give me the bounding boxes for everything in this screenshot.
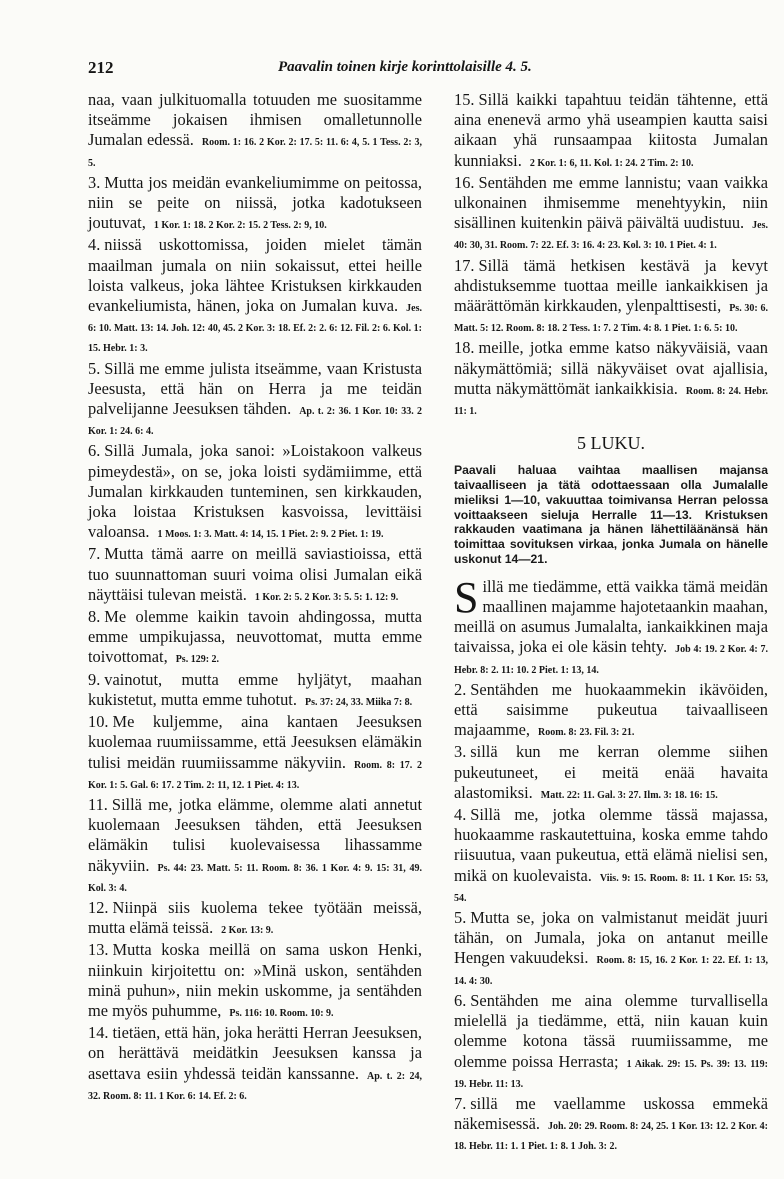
verse-text: Sillä Jumala, joka sanoi: »Loistakoon valkeus pimeydestä», on se, joka loisti sydämiimme, että Jumalan kirkkauden tunteminen, sen kirkkauden, joka loistaa Kristuksen kasvoissa, levittäisi valoansa. bbox=[88, 441, 422, 542]
verse-number: 11. bbox=[88, 794, 108, 814]
verse bbox=[88, 670, 422, 710]
cross-references: 1 Kor. 2: 5. 2 Kor. 3: 5. 5: 1. 12: 9. bbox=[254, 591, 399, 603]
verse bbox=[454, 908, 768, 989]
verse-number: 18. bbox=[454, 338, 475, 358]
verse-text: Mutta se, joka on valmistanut meidät juuri tähän, on Jumala, joka on antanut meille Hengen vakuudeksi. bbox=[454, 908, 768, 968]
left-column bbox=[88, 90, 422, 1106]
verse bbox=[88, 795, 422, 896]
verse-text: Sillä me emme julista itseämme, vaan Kristusta Jeesusta, että hän on Herra ja me teidän palvelijanne Jeesuksen tähden. bbox=[88, 358, 422, 419]
cross-references: Joh. 20: 29. Room. 8: 24, 25. 1 Kor. 13: 12. 2 Kor. 4: 18. Hebr. 11: 1. 1 Piet. 1: 8. 1 Joh. 3: 2. bbox=[454, 1121, 768, 1153]
verse bbox=[88, 1023, 422, 1104]
cross-references: Ps. 44: 23. Matt. 5: 11. Room. 8: 36. 1 Kor. 4: 9. 15: 31, 49. Kol. 3: 4. bbox=[88, 862, 422, 894]
verse-number: 9. bbox=[88, 669, 101, 689]
chapter-summary: Paavali haluaa vaihtaa maallisen majansa taivaalliseen ja tätä odottaessaan olla Jumalalle mieliksi 1—10, vakuuttaa toimivansa Herran pelossa voittaakseen sieluja Herralle 11—13. Kristuksen rakkauden vaatimana ja hänen lähettiläänänsä hän toimittaa sovituksen virkaa, jonka Jumala on hänelle uskonut 14—21. bbox=[454, 463, 768, 567]
verse bbox=[454, 173, 768, 254]
cross-references: 2 Kor. 1: 6, 11. Kol. 1: 24. 2 Tim. 2: 10. bbox=[529, 157, 694, 169]
verse-text: vainotut, mutta emme hyljätyt, maahan kukistetut, mutta emme tuhotut. bbox=[88, 669, 422, 709]
cross-references: Ps. 37: 24, 33. Miika 7: 8. bbox=[304, 696, 413, 708]
verse-number: 13. bbox=[88, 940, 109, 960]
verse-text: Mutta tämä aarre on meillä saviastioissa, että tuo suunnattoman suuri voima olisi Jumalan eikä näyttäisi tulevan meistä. bbox=[88, 544, 422, 604]
verse-text: Sillä me, jotka elämme, olemme alati annetut kuolemaan Jeesuksen tähden, että Jeesuksen elämäkin tulisi kuolevaisessa lihassamme näkyviin. bbox=[88, 794, 422, 875]
cross-references: Room. 8: 23. Fil. 3: 21. bbox=[538, 727, 635, 739]
cross-references: Ap. t. 2: 24, 32. Room. 8: 11. 1 Kor. 6: 14. Ef. 2: 6. bbox=[88, 1070, 422, 1102]
verse-text: Sentähden me huokaammekin ikävöiden, että saisimme pukeutua taivaalliseen majaamme, bbox=[454, 679, 768, 740]
page-number: 212 bbox=[88, 58, 114, 77]
verse-text: Me kuljemme, aina kantaen Jeesuksen kuolemaa ruumiissamme, että Jeesuksen elämäkin tulisi meidän ruumiissamme näkyviin. bbox=[88, 712, 422, 772]
verse-number: 7. bbox=[454, 1093, 467, 1113]
verse-number: 10. bbox=[88, 712, 109, 732]
cross-references: 1 Aikak. 29: 15. Ps. 39: 13. 119: 19. Hebr. 11: 13. bbox=[454, 1058, 768, 1090]
verse bbox=[88, 607, 422, 668]
verse-number: 4. bbox=[88, 235, 101, 255]
verse-text: Me olemme kaikin tavoin ahdingossa, mutta emme umpikujassa, neuvottomat, mutta emme toivottomat, bbox=[88, 607, 422, 667]
verse-text: Mutta jos meidän evankeliumimme on peitossa, niin se peite on niissä, jotka kadotukseen joutuvat, bbox=[88, 172, 422, 233]
verse-number: 2. bbox=[454, 679, 467, 699]
cross-references: Viis. 9: 15. Room. 8: 11. 1 Kor. 15: 53, 54. bbox=[454, 872, 768, 904]
verse-text: sillä me vaellamme uskossa emmekä näkemisessä. bbox=[454, 1093, 768, 1134]
cross-references: Ap. t. 2: 36. 1 Kor. 10: 33. 2 Kor. 1: 24. 6: 4. bbox=[88, 406, 422, 438]
verse-number: 16. bbox=[454, 172, 475, 192]
cross-references: 1 Kor. 1: 18. 2 Kor. 2: 15. 2 Tess. 2: 9, 10. bbox=[153, 220, 327, 232]
verse bbox=[88, 544, 422, 605]
cross-references: 2 Kor. 13: 9. bbox=[221, 925, 274, 937]
cross-references: Job 4: 19. 2 Kor. 4: 7. Hebr. 8: 2. 11: 10. 2 Piet. 1: 13, 14. bbox=[454, 644, 768, 676]
cross-references: Ps. 116: 10. Room. 10: 9. bbox=[229, 1007, 334, 1019]
verse-number: 12. bbox=[88, 897, 109, 917]
verse bbox=[454, 572, 768, 678]
verse bbox=[454, 1094, 768, 1155]
verse-text: Sillä me, jotka olemme tässä majassa, huokaamme raskautettuina, koska emme tahdo riisuutua, vaan pukeutua, että elämä nielisi sen, mikä on kuolevaista. bbox=[454, 805, 768, 885]
verse bbox=[454, 991, 768, 1092]
verse-text: niissä uskottomissa, joiden mielet tämän maailman jumala on niin sokaissut, ettei heille loista valkeus, joka lähtee Kristuksen kirkkauden evankeliumista, hänen, joka on Jumalan kuva. bbox=[88, 235, 422, 316]
cross-references: Matt. 22: 11. Gal. 3: 27. Ilm. 3: 18. 16: 15. bbox=[540, 789, 718, 801]
verse bbox=[88, 173, 422, 234]
verse-text: Sillä kaikki tapahtuu teidän tähtenne, että aina enenevä armo yhä useampien kautta saisi aikaan yhä runsaampaa kiitosta Jumalan kunniaksi. bbox=[454, 90, 768, 170]
verse-text: Sentähden me aina olemme turvallisella mielellä ja tiedämme, että, niin kauan kuin olemme kotona tässä ruumiissamme, me olemme poissa Herrasta; bbox=[454, 990, 768, 1071]
verse-text: naa, vaan julkituomalla totuuden me suositamme itseämme jokaisen ihmisen omalletunnolle Jumalan edessä. bbox=[88, 90, 422, 150]
verse-number: 7. bbox=[88, 544, 101, 564]
verse bbox=[454, 742, 768, 803]
drop-cap: S bbox=[454, 572, 479, 622]
verse bbox=[88, 441, 422, 542]
verse-number: 6. bbox=[454, 990, 467, 1010]
verse-number: 5. bbox=[88, 358, 101, 378]
verse-number: 4. bbox=[454, 805, 467, 825]
running-title: Paavalin toinen kirje korinttolaisille 4. 5. bbox=[278, 59, 532, 75]
chapter-title: 5 LUKU. bbox=[577, 433, 645, 454]
verse bbox=[454, 680, 768, 741]
verse-number: 14. bbox=[88, 1023, 109, 1043]
cross-references: 1 Moos. 1: 3. Matt. 4: 14, 15. 1 Piet. 2: 9. 2 Piet. 1: 19. bbox=[157, 529, 384, 541]
verse-text: Sentähden me emme lannistu; vaan vaikka ulkonainen ihmisemme menehtyykin, niin sisällinen kuitenkin päivä päivältä uudistuu. bbox=[454, 172, 768, 233]
verse-number: 6. bbox=[88, 441, 101, 461]
cross-references: Room. 8: 15, 16. 2 Kor. 1: 22. Ef. 1: 13, 14. 4: 30. bbox=[454, 955, 769, 987]
verse-number: 3. bbox=[454, 742, 467, 762]
verse-text: Mutta koska meillä on sama uskon Henki, niinkuin kirjoitettu on: »Minä uskon, sentähden minä puhun», niin mekin uskomme, ja sentähden me myös puhumme, bbox=[88, 940, 422, 1020]
verse bbox=[454, 90, 768, 171]
verse bbox=[88, 359, 422, 440]
verse bbox=[88, 235, 422, 356]
verse-number: 17. bbox=[454, 255, 475, 275]
verse-text: Niinpä siis kuolema tekee työtään meissä, mutta elämä teissä. bbox=[88, 897, 422, 938]
cross-references: Jes. 6: 10. Matt. 13: 14. Joh. 12: 40, 45. 2 Kor. 3: 18. Ef. 2: 2. 6: 12. Fil. 2: 6. Kol. 1: 15. Hebr. 1: 3. bbox=[88, 303, 422, 355]
verse-number: 15. bbox=[454, 90, 475, 109]
verse-number: 5. bbox=[454, 908, 467, 928]
verse-text: illä me tiedämme, että vaikka tämä meidän maallinen majamme hajotetaankin maahan, meillä on asumus Jumalalta, iankaikkinen maja taivaissa, joka ei ole käsin tehty. bbox=[454, 576, 768, 657]
page-header bbox=[88, 58, 748, 82]
verse bbox=[88, 940, 422, 1021]
verse-number: 8. bbox=[88, 607, 101, 627]
cross-references: Room. 1: 16. 2 Kor. 2: 17. 5: 11. 6: 4, 5. 1 Tess. 2: 3, 5. bbox=[88, 137, 422, 169]
verse bbox=[454, 256, 768, 337]
cross-references: Room. 8: 24. Hebr. 11: 1. bbox=[454, 385, 768, 418]
verse-number: 3. bbox=[88, 172, 101, 192]
verse-text: Sillä tämä hetkisen kestävä ja kevyt ahdistuksemme tuottaa meille iankaikkisen ja määrättömän kirkkauden, ylenpalttisesti, bbox=[454, 255, 768, 316]
verse bbox=[88, 90, 422, 171]
cross-references: Jes. 40: 30, 31. Room. 7: 22. Ef. 3: 16. 4: 23. Kol. 3: 10. 1 Piet. 4: 1. bbox=[454, 220, 768, 252]
verse bbox=[88, 898, 422, 938]
verse bbox=[454, 805, 768, 906]
verse-text: tietäen, että hän, joka herätti Herran Jeesuksen, on herättävä meidätkin Jeesuksen kanssa ja asettava esiin yhdessä teidän kanssanne. bbox=[88, 1023, 422, 1083]
verse bbox=[454, 338, 768, 419]
verse bbox=[88, 712, 422, 793]
right-column bbox=[454, 90, 768, 1157]
verse-text: sillä kun me kerran olemme siihen pukeutuneet, ei meitä enää havaita alastomiksi. bbox=[454, 742, 768, 802]
verse-text: meille, jotka emme katso näkyväisiä, vaan näkymättömiä; sillä näkyväiset ovat ajallisia, mutta näkymättömät iankaikkisia. bbox=[454, 338, 768, 398]
cross-references: Room. 8: 17. 2 Kor. 1: 5. Gal. 6: 17. 2 Tim. 2: 11, 12. 1 Piet. 4: 13. bbox=[88, 759, 422, 791]
cross-references: Ps. 30: 6. Matt. 5: 12. Room. 8: 18. 2 Tess. 1: 7. 2 Tim. 4: 8. 1 Piet. 1: 6. 5: 10. bbox=[454, 303, 768, 335]
cross-references: Ps. 129: 2. bbox=[175, 654, 220, 666]
